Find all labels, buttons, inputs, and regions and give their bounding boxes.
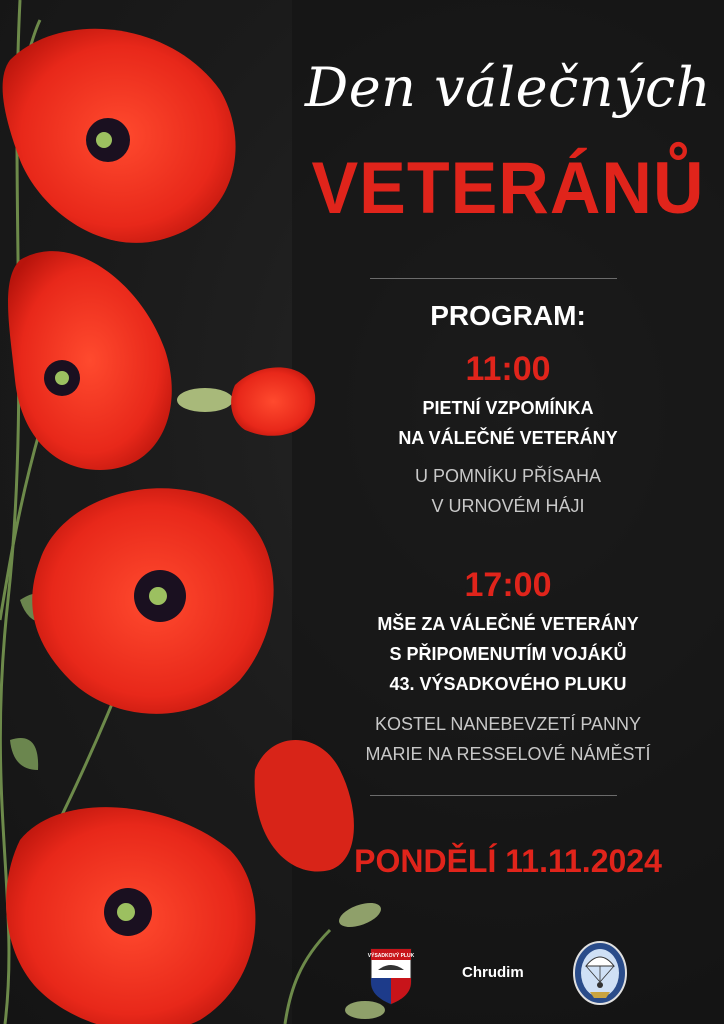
event-place-line: KOSTEL NANEBEVZETÍ PANNY [374,714,642,734]
event-description-line: S PŘIPOMENUTÍM VOJÁKŮ [389,644,627,664]
program-heading: PROGRAM: [430,300,586,331]
event-place-line: MARIE NA RESSELOVÉ NÁMĚSTÍ [365,744,651,764]
divider-top [370,278,617,279]
event-place-line: U POMNÍKU PŘÍSAHA [414,466,602,486]
event-description-line: PIETNÍ VZPOMÍNKA [422,398,594,418]
divider-bottom [370,795,617,796]
poppy-flower [6,807,255,1024]
event-date: PONDĚLÍ 11.11.2024 [354,843,662,879]
poppy-flower [3,29,236,243]
poppy-flower [32,488,273,714]
title-main: VETERÁNŮ [311,147,705,229]
event-place-line: V URNOVÉM HÁJI [431,496,585,516]
regiment-emblem-text: VÝSADKOVÝ PLUK [367,953,415,959]
event-description-line: MŠE ZA VÁLEČNÉ VETERÁNY [377,614,639,634]
regiment-emblem-icon [366,944,416,1006]
event-description-line: NA VÁLEČNÉ VETERÁNY [398,428,618,448]
title-script: Den válečných [304,56,712,119]
event-description-line: 43. VÝSADKOVÉHO PLUKU [389,674,627,694]
event-time: 11:00 [465,350,551,388]
poppy-flower [8,251,172,470]
paratrooper-badge-icon [572,940,628,1006]
city-wordmark: Chrudim [462,964,524,981]
event-time: 17:00 [464,566,552,604]
